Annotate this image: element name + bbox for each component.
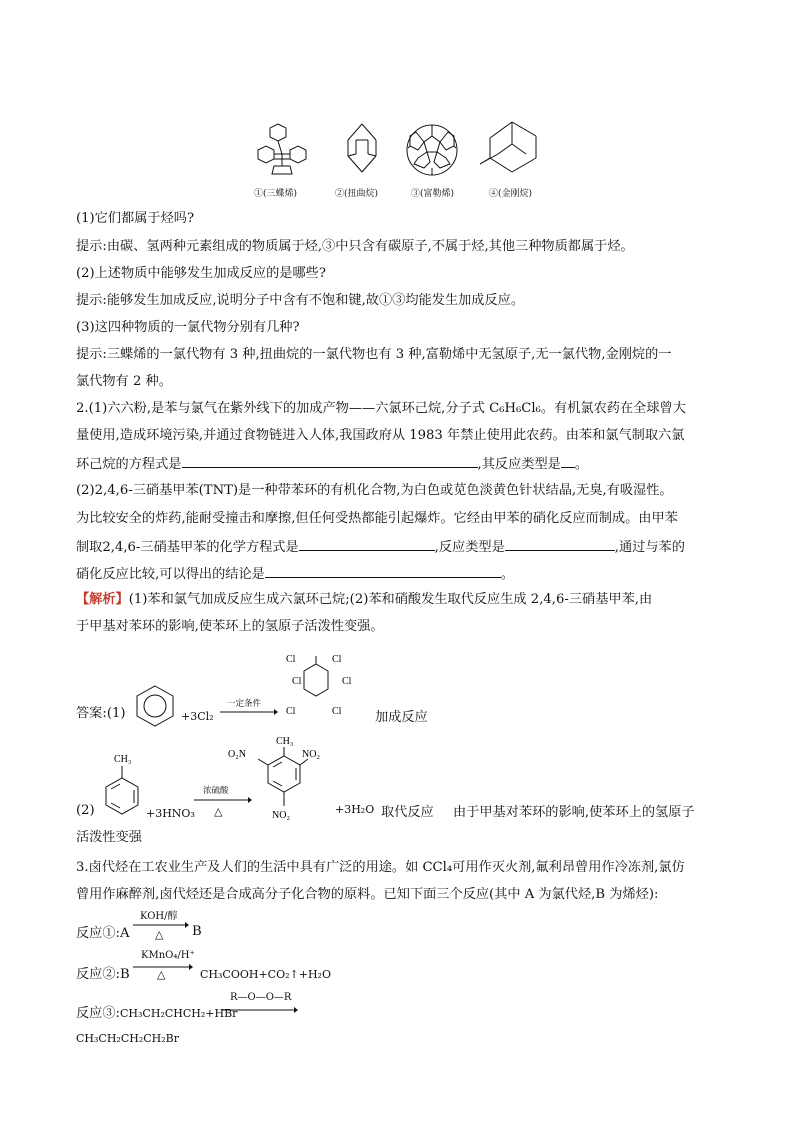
twistane-structure (348, 124, 376, 172)
r3-label (76, 1004, 237, 1024)
p2-line6-a: 制取2,4,6-三硝基甲苯的化学方程式是 (76, 540, 299, 555)
p2-line3-b: ,其反应类型是 (477, 457, 561, 472)
cl-mid-right: Cl (342, 676, 352, 687)
analysis-line2: 于甲基对苯环的影响,使苯环上的氢原子活泼性变强。 (76, 619, 384, 634)
p2-line3-c: 。 (574, 457, 589, 472)
q2-question: (2)上述物质中能够发生加成反应的是哪些? (76, 266, 326, 281)
answer2-condition-top: 浓硫酸 (203, 786, 229, 796)
r3-label-text: 反应③: (76, 1006, 121, 1021)
cl-bottom-left: Cl (286, 706, 296, 717)
cl-top-right: Cl (332, 654, 342, 665)
tnt-ch3: CH₃ (276, 736, 294, 747)
r2-bottom: △ (157, 968, 166, 981)
reaction-arrow-1 (220, 708, 278, 716)
r1-bottom: △ (155, 928, 164, 941)
r2-label: 反应②:B (76, 967, 130, 982)
answer2-conclusion: 由于甲基对苯环的影响,使苯环上的氢原子 (453, 805, 695, 820)
q3-hint-line2: 氯代物有 2 种。 (76, 374, 172, 389)
q3-question: (3)这四种物质的一氯代物分别有几种? (76, 320, 300, 335)
hexachlorocyclohexane-structure (278, 648, 360, 722)
caption-adamantane: ④(金刚烷) (489, 189, 533, 199)
equation-blank-1[interactable] (182, 453, 478, 468)
caption-fullerene: ③(富勒烯) (411, 189, 455, 199)
cl-mid-left: Cl (292, 676, 302, 687)
p2-line1: 2.(1)六六粉,是苯与氯气在紫外线下的加成产物——六氯环己烷,分子式 C₆H₆Cl₆。有机氯农药在全球曾大 (76, 401, 686, 416)
cl-bottom-right: Cl (332, 706, 342, 717)
caption-triptycene: ①(三蝶烯) (254, 189, 298, 199)
r2-product: CH₃COOH+CO₂↑+H₂O (200, 968, 331, 981)
answer2-byproduct: +3H₂O (335, 803, 375, 816)
answer1-type: 加成反应 (375, 710, 428, 725)
r3-top: R—O—O—R (230, 992, 292, 1003)
answer1-reagent: +3Cl₂ (181, 710, 214, 723)
r2-top: KMnO₄/H⁺ (141, 950, 195, 961)
p3-line2: 曾用作麻醉剂,卤代烃还是合成高分子化合物的原料。已知下面三个反应(其中 A 为氯代烃,B 为烯烃): (76, 887, 659, 902)
tnt-structure (228, 732, 336, 822)
p2-line6-c: ,通过与苯的 (614, 540, 685, 555)
reaction-arrow-r3 (222, 1006, 298, 1014)
answer2-reagent: +3HNO₃ (146, 807, 195, 820)
q2-hint: 提示:能够发生加成反应,说明分子中含有不饱和键,故①③均能发生加成反应。 (76, 293, 525, 308)
toluene-ch3: CH₃ (114, 754, 132, 765)
answer2-condition-bottom: △ (214, 805, 223, 818)
r3-product: CH₃CH₂CH₂CH₂Br (76, 1032, 180, 1045)
p2-line3 (76, 453, 588, 475)
p2-line2: 量使用,造成环境污染,并通过食物链进入人体,我国政府从 1983 年禁止使用此农药。由苯和氯气制取六氯 (76, 428, 685, 443)
p2-line4: (2)2,4,6-三硝基甲苯(TNT)是一种带苯环的有机化合物,为白色或苋色淡黄色针状结晶,无臭,有吸湿性。 (76, 483, 673, 498)
p2-line6 (76, 536, 685, 558)
p3-line1: 3.卤代烃在工农业生产及人们的生活中具有广泛的用途。如 CCl₄可用作灭火剂,氟利昂曾用作冷冻剂,氯仿 (76, 860, 685, 875)
type-blank-1[interactable] (561, 453, 575, 468)
cl-top: Cl (286, 654, 296, 665)
molecule-figure (240, 118, 560, 184)
r1-label: 反应①:A (76, 926, 130, 941)
r1-product: B (192, 924, 202, 939)
r1-top: KOH/醇 (140, 911, 178, 922)
answer2-label: (2) (76, 803, 95, 818)
p2-line3-a: 环己烷的方程式是 (76, 457, 182, 472)
analysis-line1 (76, 590, 652, 610)
p2-line5: 为比较安全的炸药,能耐受撞击和摩擦,但任何受热都能引起爆炸。它经由甲苯的硝化反应而制成。由甲苯 (76, 511, 678, 526)
answer1-condition: 一定条件 (227, 699, 262, 709)
caption-twistane: ②(扭曲烷) (335, 189, 379, 199)
benzene-structure-1 (133, 683, 177, 729)
type-blank-2[interactable] (505, 536, 615, 551)
tnt-no2-right: NO₂ (302, 749, 320, 760)
triptycene-structure (258, 124, 306, 174)
equation-blank-2[interactable] (299, 536, 435, 551)
analysis-tag: 【解析】 (76, 592, 129, 607)
answer2-type: 取代反应 (381, 805, 434, 820)
answer1-label: 答案:(1) (76, 706, 126, 721)
answer2-line2: 活泼性变强 (76, 830, 142, 845)
conclusion-blank[interactable] (265, 563, 501, 578)
tnt-no2-bottom: NO₂ (272, 810, 290, 821)
analysis-text-1: (1)苯和氯气加成反应生成六氯环己烷;(2)苯和硝酸发生取代反应生成 2,4,6-三硝基甲苯,由 (128, 592, 653, 607)
q1-question: (1)它们都属于烃吗? (76, 211, 195, 226)
adamantane-structure (480, 122, 536, 172)
q1-hint: 提示:由碳、氢两种元素组成的物质属于烃,③中只含有碳原子,不属于烃,其他三种物质都属于烃。 (76, 239, 634, 254)
p2-line7-b: 。 (500, 567, 515, 582)
p2-line7 (76, 563, 514, 585)
p2-line7-a: 硝化反应比较,可以得出的结论是 (76, 567, 265, 582)
p2-line6-b: ,反应类型是 (434, 540, 505, 555)
fullerene-structure (407, 125, 457, 175)
r3-reactant: CH₃CH₂CHCH₂+HBr (120, 1007, 238, 1020)
toluene-structure (100, 752, 144, 820)
tnt-o2n-left: O₂N (228, 749, 246, 760)
q3-hint-line1: 提示:三蝶烯的一氯代物有 3 种,扭曲烷的一氯代物也有 3 种,富勒烯中无氢原子,无一氯代物,金刚烷的一 (76, 347, 672, 362)
